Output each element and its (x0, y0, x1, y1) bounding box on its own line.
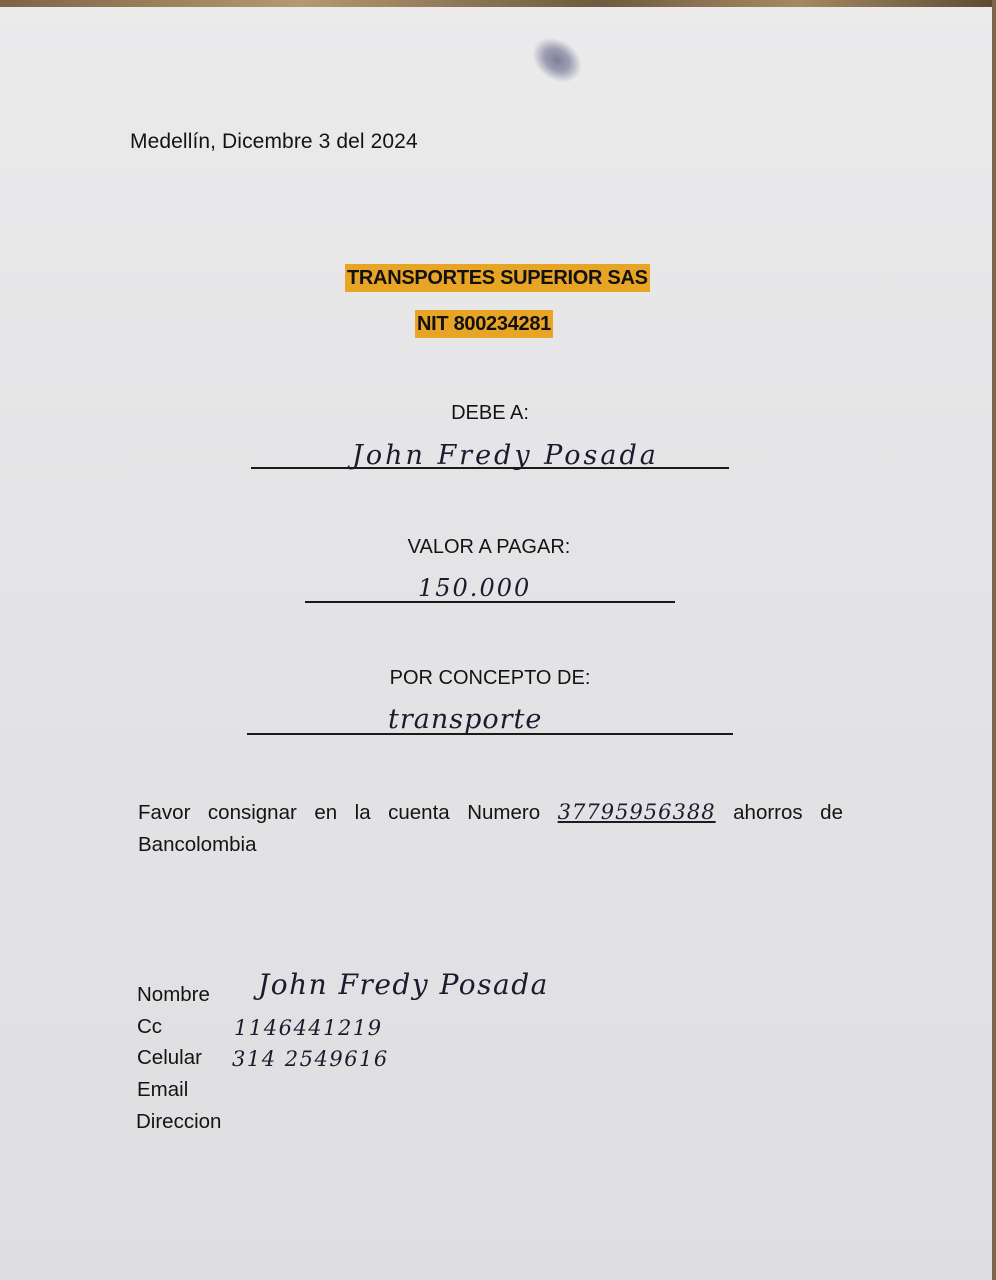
valor-a-pagar-value: 150.000 (418, 574, 532, 602)
por-concepto-de-line (247, 733, 733, 735)
cc-value: 1146441219 (234, 1016, 383, 1040)
debe-a-label: DEBE A: (451, 402, 529, 424)
company-name: TRANSPORTES SUPERIOR SAS (345, 264, 650, 292)
nombre-value: John Fredy Posada (258, 968, 549, 1001)
payment-note-suffix: ahorros de Bancolombia (138, 801, 843, 856)
nombre-label: Nombre (137, 983, 210, 1006)
por-concepto-de-value: transporte (388, 704, 543, 735)
email-label: Email (137, 1078, 189, 1101)
ink-smudge (523, 28, 590, 92)
account-number: 37795956388 (557, 800, 716, 824)
direccion-label: Direccion (136, 1110, 222, 1133)
valor-a-pagar-label: VALOR A PAGAR: (407, 536, 571, 558)
payment-note-prefix: Favor consignar en la cuenta Numero (138, 801, 541, 824)
payment-note (138, 796, 843, 861)
debe-a-value: John Fredy Posada (352, 440, 659, 471)
date-line: Medellín, Dicembre 3 del 2024 (130, 130, 418, 153)
debe-a-line (251, 467, 729, 469)
por-concepto-de-label: POR CONCEPTO DE: (389, 667, 591, 689)
paper-right-edge (992, 0, 996, 1280)
valor-a-pagar-line (305, 601, 675, 603)
celular-label: Celular (137, 1046, 202, 1069)
company-nit: NIT 800234281 (415, 310, 553, 338)
paper-top-edge (0, 0, 996, 7)
cc-label: Cc (137, 1015, 163, 1038)
celular-value: 314 2549616 (232, 1047, 389, 1071)
